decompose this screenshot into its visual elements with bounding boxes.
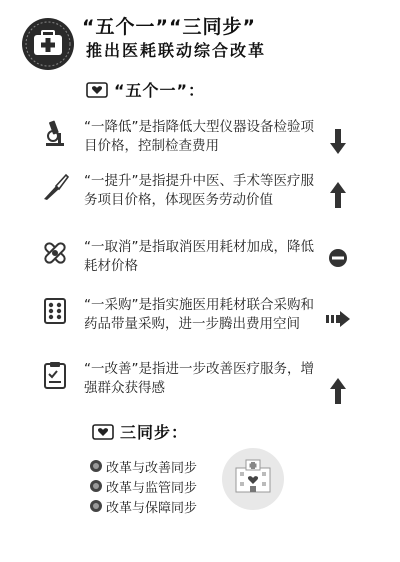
microscope-icon: [40, 118, 70, 148]
sync-text: 改革与保障同步: [106, 500, 198, 516]
item-text: “一采购”是指实施医用耗材联合采购和药品带量采购，进一步腾出费用空间: [84, 297, 314, 332]
bullet-icon: [90, 500, 102, 512]
page-title: “五个一”“三同步”: [82, 16, 256, 38]
item-text: “一提升”是指提升中医、手术等医疗服务项目价格，体现医务劳动价值: [84, 173, 314, 208]
monitor-heart-icon: [86, 82, 108, 98]
hospital-illustration-icon: [222, 448, 284, 510]
bullet-icon: [90, 480, 102, 492]
pill-pack-icon: [40, 296, 70, 326]
bandage-icon: [40, 238, 70, 268]
item-text: “一降低”是指降低大型仪器设备检验项目价格，控制检查费用: [84, 119, 314, 154]
sync-text: 改革与改善同步: [106, 460, 198, 476]
up-arrow-icon: [326, 180, 350, 210]
section-five-header: [86, 78, 205, 101]
sync-list: [90, 456, 197, 516]
section-three-title: 三同步：: [120, 423, 189, 442]
right-arrow-icon: [326, 304, 350, 334]
minus-circle-icon: [326, 246, 350, 276]
item-text: “一改善”是指进一步改善医疗服务，增强群众获得感: [84, 361, 314, 396]
down-arrow-icon: [326, 126, 350, 156]
medical-kit-badge-icon: [22, 18, 74, 70]
section-three-header: [92, 420, 188, 443]
header: [0, 0, 400, 80]
up-arrow-icon: [326, 376, 350, 406]
sync-text: 改革与监管同步: [106, 480, 198, 496]
page-subtitle: 推出医耗联动综合改革: [86, 41, 267, 60]
list-item: [90, 496, 197, 516]
scalpel-icon: [40, 172, 70, 202]
bullet-icon: [90, 460, 102, 472]
list-item: [90, 476, 197, 496]
section-five-title: “五个一”：: [114, 81, 206, 100]
item-text: “一取消”是指取消医用耗材加成，降低耗材价格: [84, 239, 314, 274]
list-item: [90, 456, 197, 476]
clipboard-icon: [40, 360, 70, 390]
monitor-heart-icon: [92, 424, 114, 440]
